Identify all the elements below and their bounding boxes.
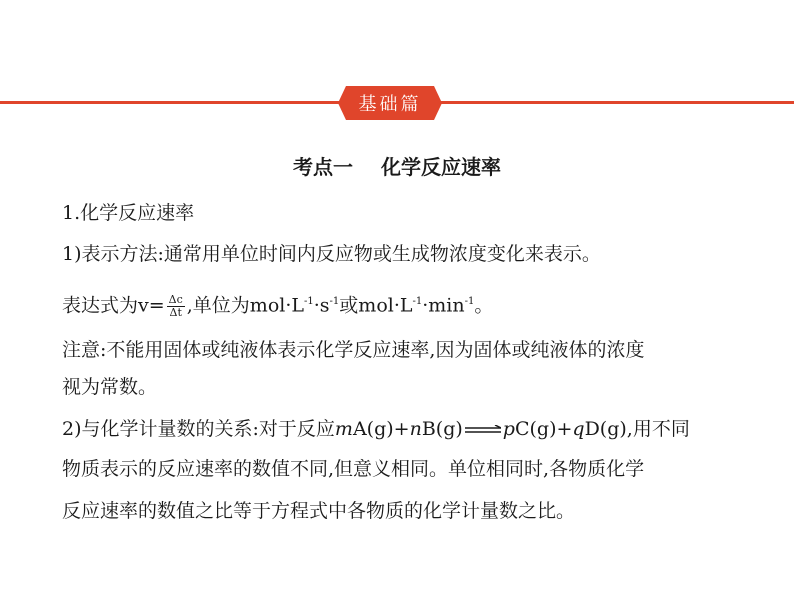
coef-q: q: [572, 418, 585, 440]
coef-p: p: [502, 418, 515, 440]
expr-prefix: 表达式为v=: [62, 294, 165, 317]
text-note-cont: 视为常数。: [62, 376, 158, 398]
expr-unit-b: ·s: [313, 294, 330, 317]
sup-4: -1: [464, 296, 475, 307]
expr-unit-d: ·min: [422, 294, 465, 317]
sup-1: -1: [304, 296, 314, 307]
stoich-b: A(g)+: [352, 418, 410, 440]
coef-m: m: [334, 418, 353, 440]
title-part2: 化学反应速率: [381, 155, 501, 179]
reaction-arrow: [465, 425, 501, 435]
stoich-c: B(g): [421, 418, 463, 440]
text-method: 1)表示方法:通常用单位时间内反应物或生成物浓度变化来表示。: [62, 243, 601, 265]
badge-label: 基础篇: [358, 94, 422, 115]
stoich-e: D(g),用不同: [584, 418, 690, 440]
text-expression: [62, 288, 493, 319]
expr-unit-c: 或mol·L: [339, 294, 413, 317]
page-title: [0, 151, 794, 180]
fraction: [167, 294, 185, 319]
title-part1: 考点一: [293, 155, 353, 179]
expr-unit-a: ,单位为mol·L: [186, 294, 304, 317]
text-stoich: [62, 415, 690, 443]
sup-2: -1: [329, 296, 340, 307]
coef-n: n: [409, 418, 422, 440]
heading-rate: 1.化学反应速率: [62, 202, 195, 224]
text-note: 注意:不能用固体或纯液体表示化学反应速率,因为固体或纯液体的浓度: [62, 339, 645, 361]
equilibrium-arrow-icon: [465, 425, 501, 435]
frac-denominator: Δt: [169, 305, 182, 319]
text-stoich-cont1: 物质表示的反应速率的数值不同,但意义相同。单位相同时,各物质化学: [62, 458, 645, 480]
sup-3: -1: [412, 296, 423, 307]
text-stoich-cont2: 反应速率的数值之比等于方程式中各物质的化学计量数之比。: [62, 500, 576, 522]
frac-numerator: Δc: [168, 292, 183, 306]
stoich-d: C(g)+: [514, 418, 573, 440]
expr-unit-e: 。: [474, 294, 494, 317]
section-badge: [338, 86, 442, 120]
stoich-a: 2)与化学计量数的关系:对于反应: [62, 418, 335, 440]
